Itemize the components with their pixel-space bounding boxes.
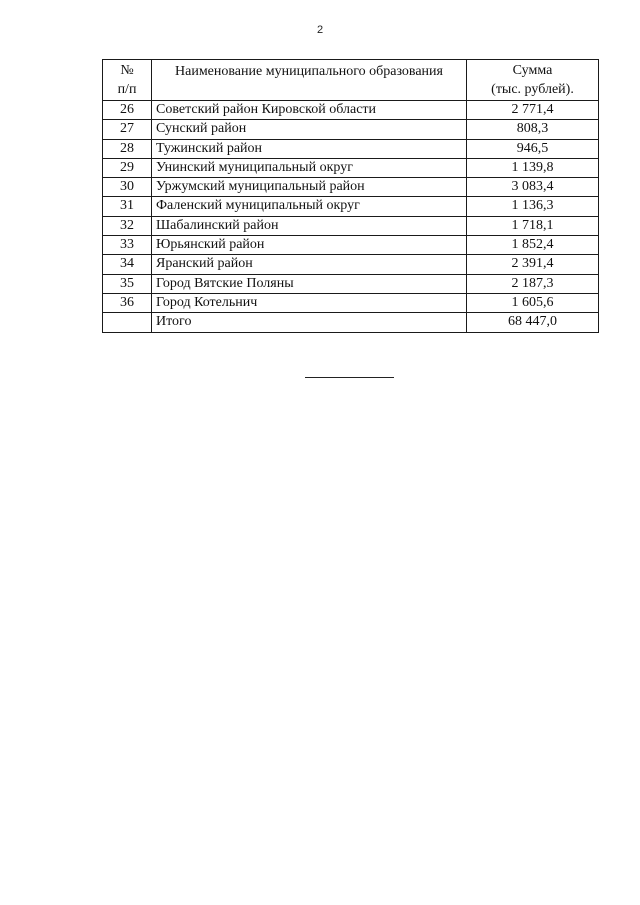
header-row [103,60,599,101]
table-row [103,197,599,216]
row-number: 36 [103,293,152,312]
row-name: Юрьянский район [152,236,467,255]
header-number [103,60,152,101]
row-sum: 2 391,4 [467,255,599,274]
row-name: Итого [152,313,467,332]
row-name: Уржумский муниципальный район [152,178,467,197]
row-sum: 808,3 [467,120,599,139]
total-row [103,313,599,332]
row-name: Фаленский муниципальный округ [152,197,467,216]
table-row [103,178,599,197]
row-sum: 3 083,4 [467,178,599,197]
table-row [103,255,599,274]
row-number: 35 [103,274,152,293]
table-row [103,216,599,235]
header-number-line1: № [120,63,134,78]
row-name: Унинский муниципальный округ [152,158,467,177]
table-row [103,101,599,120]
header-name [152,60,467,101]
row-sum: 68 447,0 [467,313,599,332]
row-name: Сунский район [152,120,467,139]
table-row [103,158,599,177]
row-number: 27 [103,120,152,139]
row-sum: 1 852,4 [467,236,599,255]
page-number: 2 [316,24,324,36]
row-name: Советский район Кировской области [152,101,467,120]
table-row [103,120,599,139]
header-sum-line1: Сумма [512,63,553,78]
row-number: 33 [103,236,152,255]
header-number-line2: п/п [117,82,137,97]
row-sum: 1 605,6 [467,293,599,312]
table-row [103,236,599,255]
table-row [103,293,599,312]
row-number [103,313,152,332]
row-sum: 1 139,8 [467,158,599,177]
table-header [103,60,599,101]
row-number: 29 [103,158,152,177]
table-row [103,274,599,293]
row-number: 34 [103,255,152,274]
row-name: Тужинский район [152,139,467,158]
row-name: Город Вятские Поляны [152,274,467,293]
row-sum: 1 136,3 [467,197,599,216]
row-number: 30 [103,178,152,197]
table-body [103,101,599,333]
row-number: 28 [103,139,152,158]
row-name: Шабалинский район [152,216,467,235]
row-sum: 1 718,1 [467,216,599,235]
header-sum [467,60,599,101]
row-sum: 946,5 [467,139,599,158]
row-number: 32 [103,216,152,235]
allocation-table [102,59,599,333]
row-name: Город Котельнич [152,293,467,312]
header-name-text: Наименование муниципального образования [175,64,443,79]
closing-divider [305,377,394,378]
row-sum: 2 187,3 [467,274,599,293]
row-number: 26 [103,101,152,120]
row-number: 31 [103,197,152,216]
header-sum-line2: (тыс. рублей). [491,82,574,97]
row-name: Яранский район [152,255,467,274]
row-sum: 2 771,4 [467,101,599,120]
table-row [103,139,599,158]
